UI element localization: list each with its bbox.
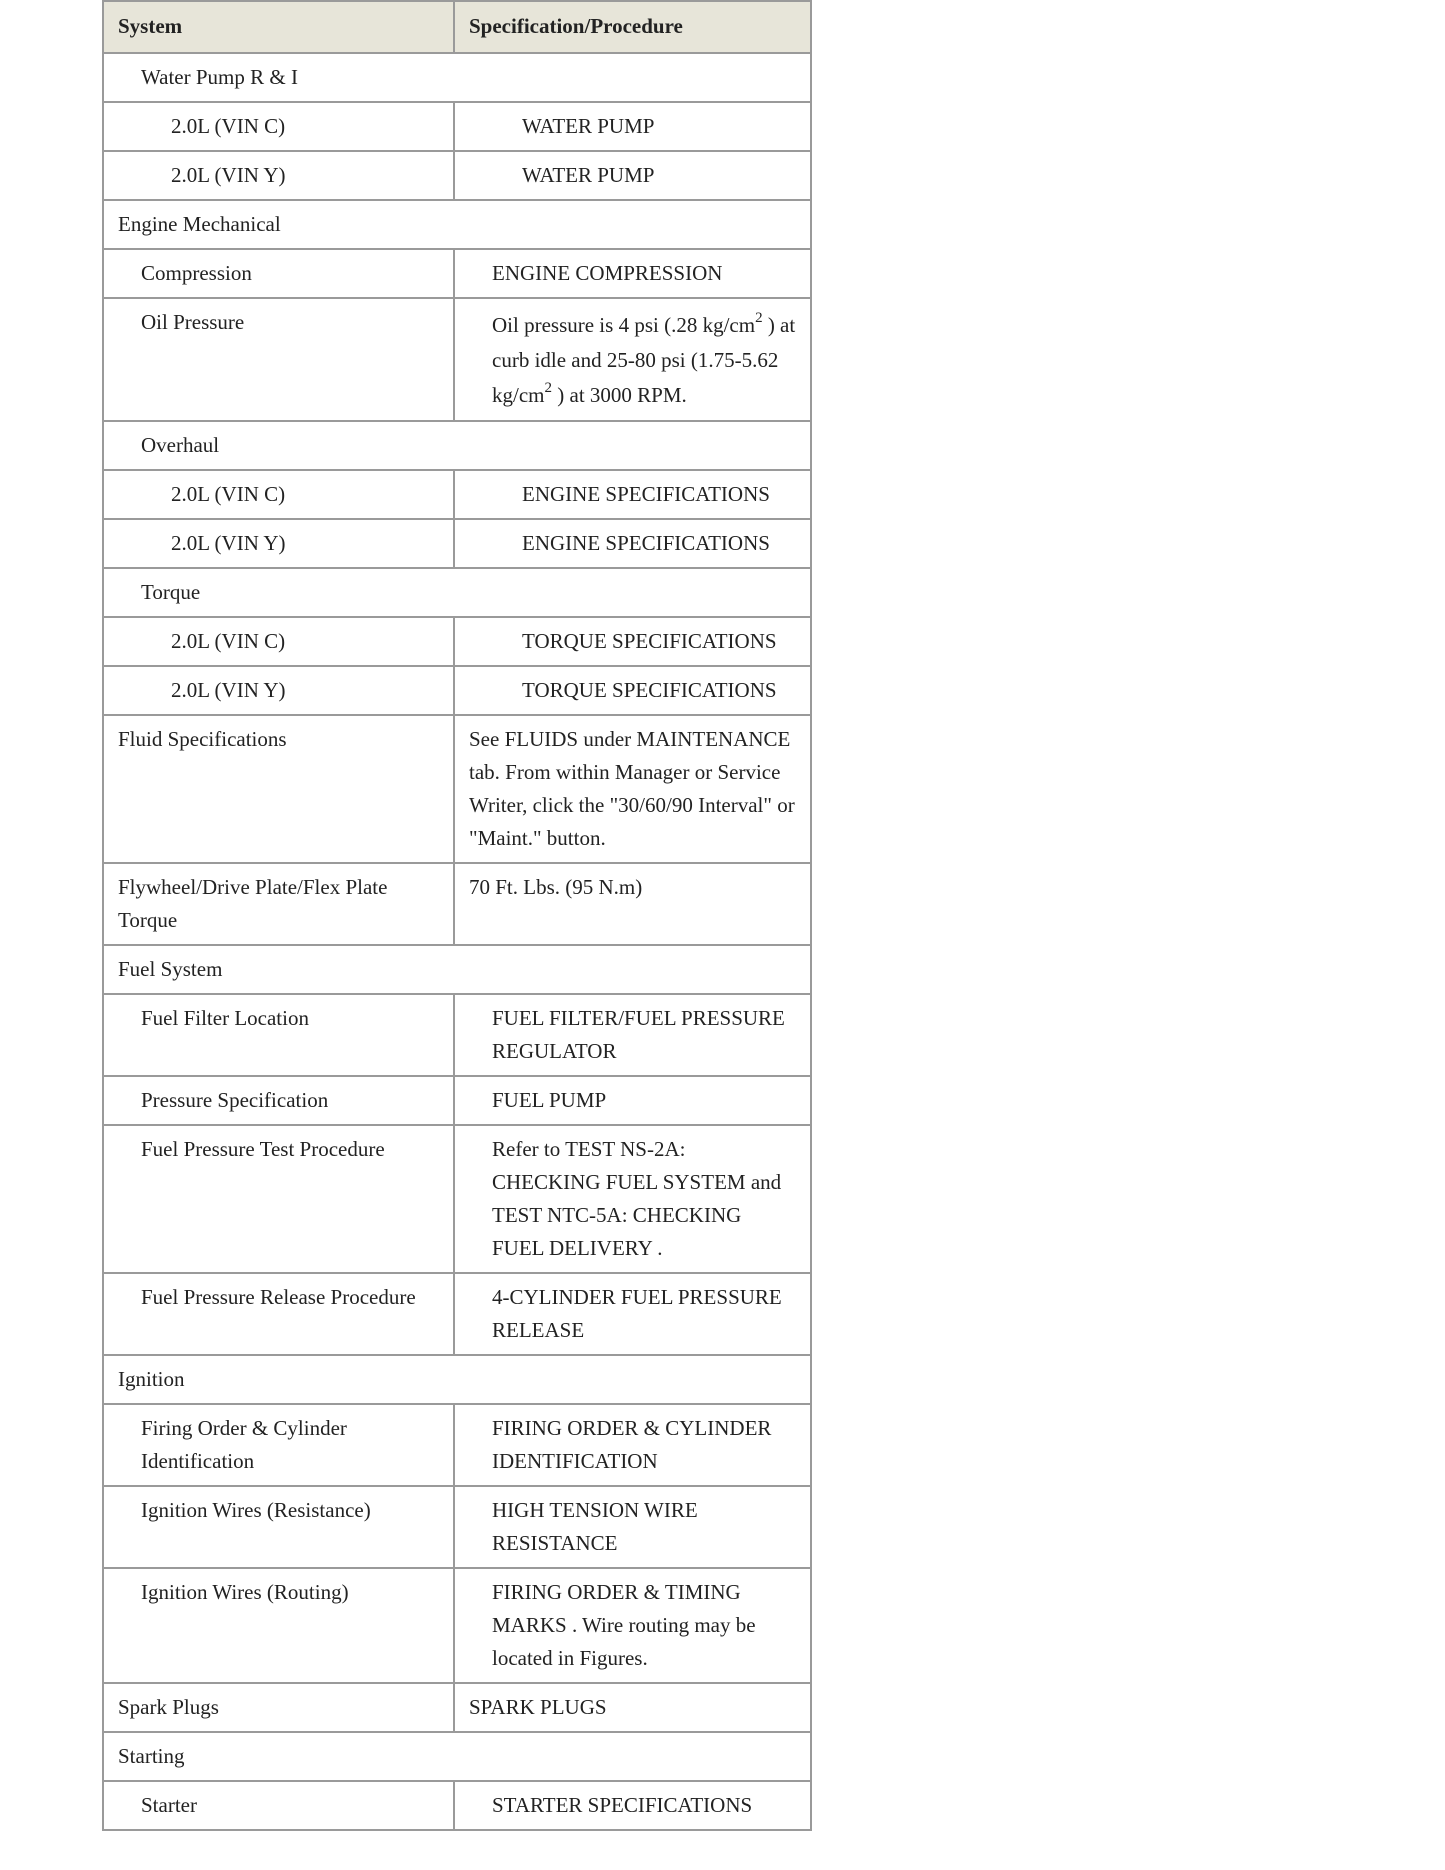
row-value-link[interactable]: ENGINE SPECIFICATIONS [454,519,811,568]
row-value-link[interactable]: ENGINE SPECIFICATIONS [454,470,811,519]
row-label: Fuel System [103,945,811,994]
row-label: Engine Mechanical [103,200,811,249]
table-row [103,1404,811,1486]
table-row [103,715,811,863]
row-value-link[interactable]: WATER PUMP [454,151,811,200]
oil-pressure-value [454,298,811,421]
row-label: Fuel Pressure Test Procedure [103,1125,454,1273]
row-label: Oil Pressure [103,298,454,421]
table-row [103,1486,811,1568]
row-label: 2.0L (VIN C) [103,617,454,666]
table-row [103,1273,811,1355]
row-value: See FLUIDS under MAINTENANCE tab. From within Manager or Service Writer, click the "30/60/90 Interval" or "Maint." button. [454,715,811,863]
row-value-link[interactable]: STARTER SPECIFICATIONS [454,1781,811,1830]
table-row [103,53,811,102]
table-row [103,102,811,151]
row-label: Torque [103,568,811,617]
row-label: Flywheel/Drive Plate/Flex Plate Torque [103,863,454,945]
superscript: 2 [755,310,763,326]
table-row [103,421,811,470]
value-text: ) at curb idle and 25-80 psi (1.75-5.62 kg/cm [492,313,796,407]
table-row [103,200,811,249]
superscript: 2 [544,380,552,396]
table-row [103,1568,811,1683]
row-label: Fluid Specifications [103,715,454,863]
table-header-row [103,1,811,53]
table-row [103,519,811,568]
table-row [103,666,811,715]
row-label: 2.0L (VIN Y) [103,151,454,200]
row-label: Overhaul [103,421,811,470]
table-row [103,151,811,200]
table-row [103,298,811,421]
value-text: ) at 3000 RPM. [552,383,687,407]
row-value-link[interactable]: ENGINE COMPRESSION [454,249,811,298]
table-row [103,1125,811,1273]
table-row [103,994,811,1076]
column-header-system: System [103,1,454,53]
row-value-link[interactable]: FUEL FILTER/FUEL PRESSURE REGULATOR [454,994,811,1076]
table-row [103,863,811,945]
value-text: Oil pressure is 4 psi (.28 kg/cm [492,313,756,337]
table-row [103,1076,811,1125]
row-label: Water Pump R & I [103,53,811,102]
row-value-link[interactable]: WATER PUMP [454,102,811,151]
row-value-link[interactable]: SPARK PLUGS [454,1683,811,1732]
row-label: Firing Order & Cylinder Identification [103,1404,454,1486]
row-label: 2.0L (VIN C) [103,470,454,519]
row-label: Starter [103,1781,454,1830]
row-label: Ignition [103,1355,811,1404]
row-value-link[interactable]: FUEL PUMP [454,1076,811,1125]
row-label: Ignition Wires (Routing) [103,1568,454,1683]
table-row [103,1355,811,1404]
row-value-link[interactable]: Refer to TEST NS-2A: CHECKING FUEL SYSTEM and TEST NTC-5A: CHECKING FUEL DELIVERY . [454,1125,811,1273]
row-label: Fuel Filter Location [103,994,454,1076]
table-row [103,945,811,994]
row-label: Fuel Pressure Release Procedure [103,1273,454,1355]
table-row [103,1781,811,1830]
row-label: Starting [103,1732,811,1781]
row-label: 2.0L (VIN C) [103,102,454,151]
row-label: Ignition Wires (Resistance) [103,1486,454,1568]
row-label: 2.0L (VIN Y) [103,666,454,715]
row-value-link[interactable]: FIRING ORDER & TIMING MARKS . Wire routing may be located in Figures. [454,1568,811,1683]
row-value-link[interactable]: TORQUE SPECIFICATIONS [454,666,811,715]
table-row [103,249,811,298]
row-value: 70 Ft. Lbs. (95 N.m) [454,863,811,945]
row-label: Compression [103,249,454,298]
table-row [103,1732,811,1781]
table-row [103,1683,811,1732]
row-label: Spark Plugs [103,1683,454,1732]
table-row [103,568,811,617]
table-row [103,470,811,519]
column-header-specification: Specification/Procedure [454,1,811,53]
row-label: 2.0L (VIN Y) [103,519,454,568]
row-value-link[interactable]: HIGH TENSION WIRE RESISTANCE [454,1486,811,1568]
row-value-link[interactable]: FIRING ORDER & CYLINDER IDENTIFICATION [454,1404,811,1486]
specification-table [102,0,812,1831]
row-value-link[interactable]: 4-CYLINDER FUEL PRESSURE RELEASE [454,1273,811,1355]
row-value-link[interactable]: TORQUE SPECIFICATIONS [454,617,811,666]
row-label: Pressure Specification [103,1076,454,1125]
table-row [103,617,811,666]
